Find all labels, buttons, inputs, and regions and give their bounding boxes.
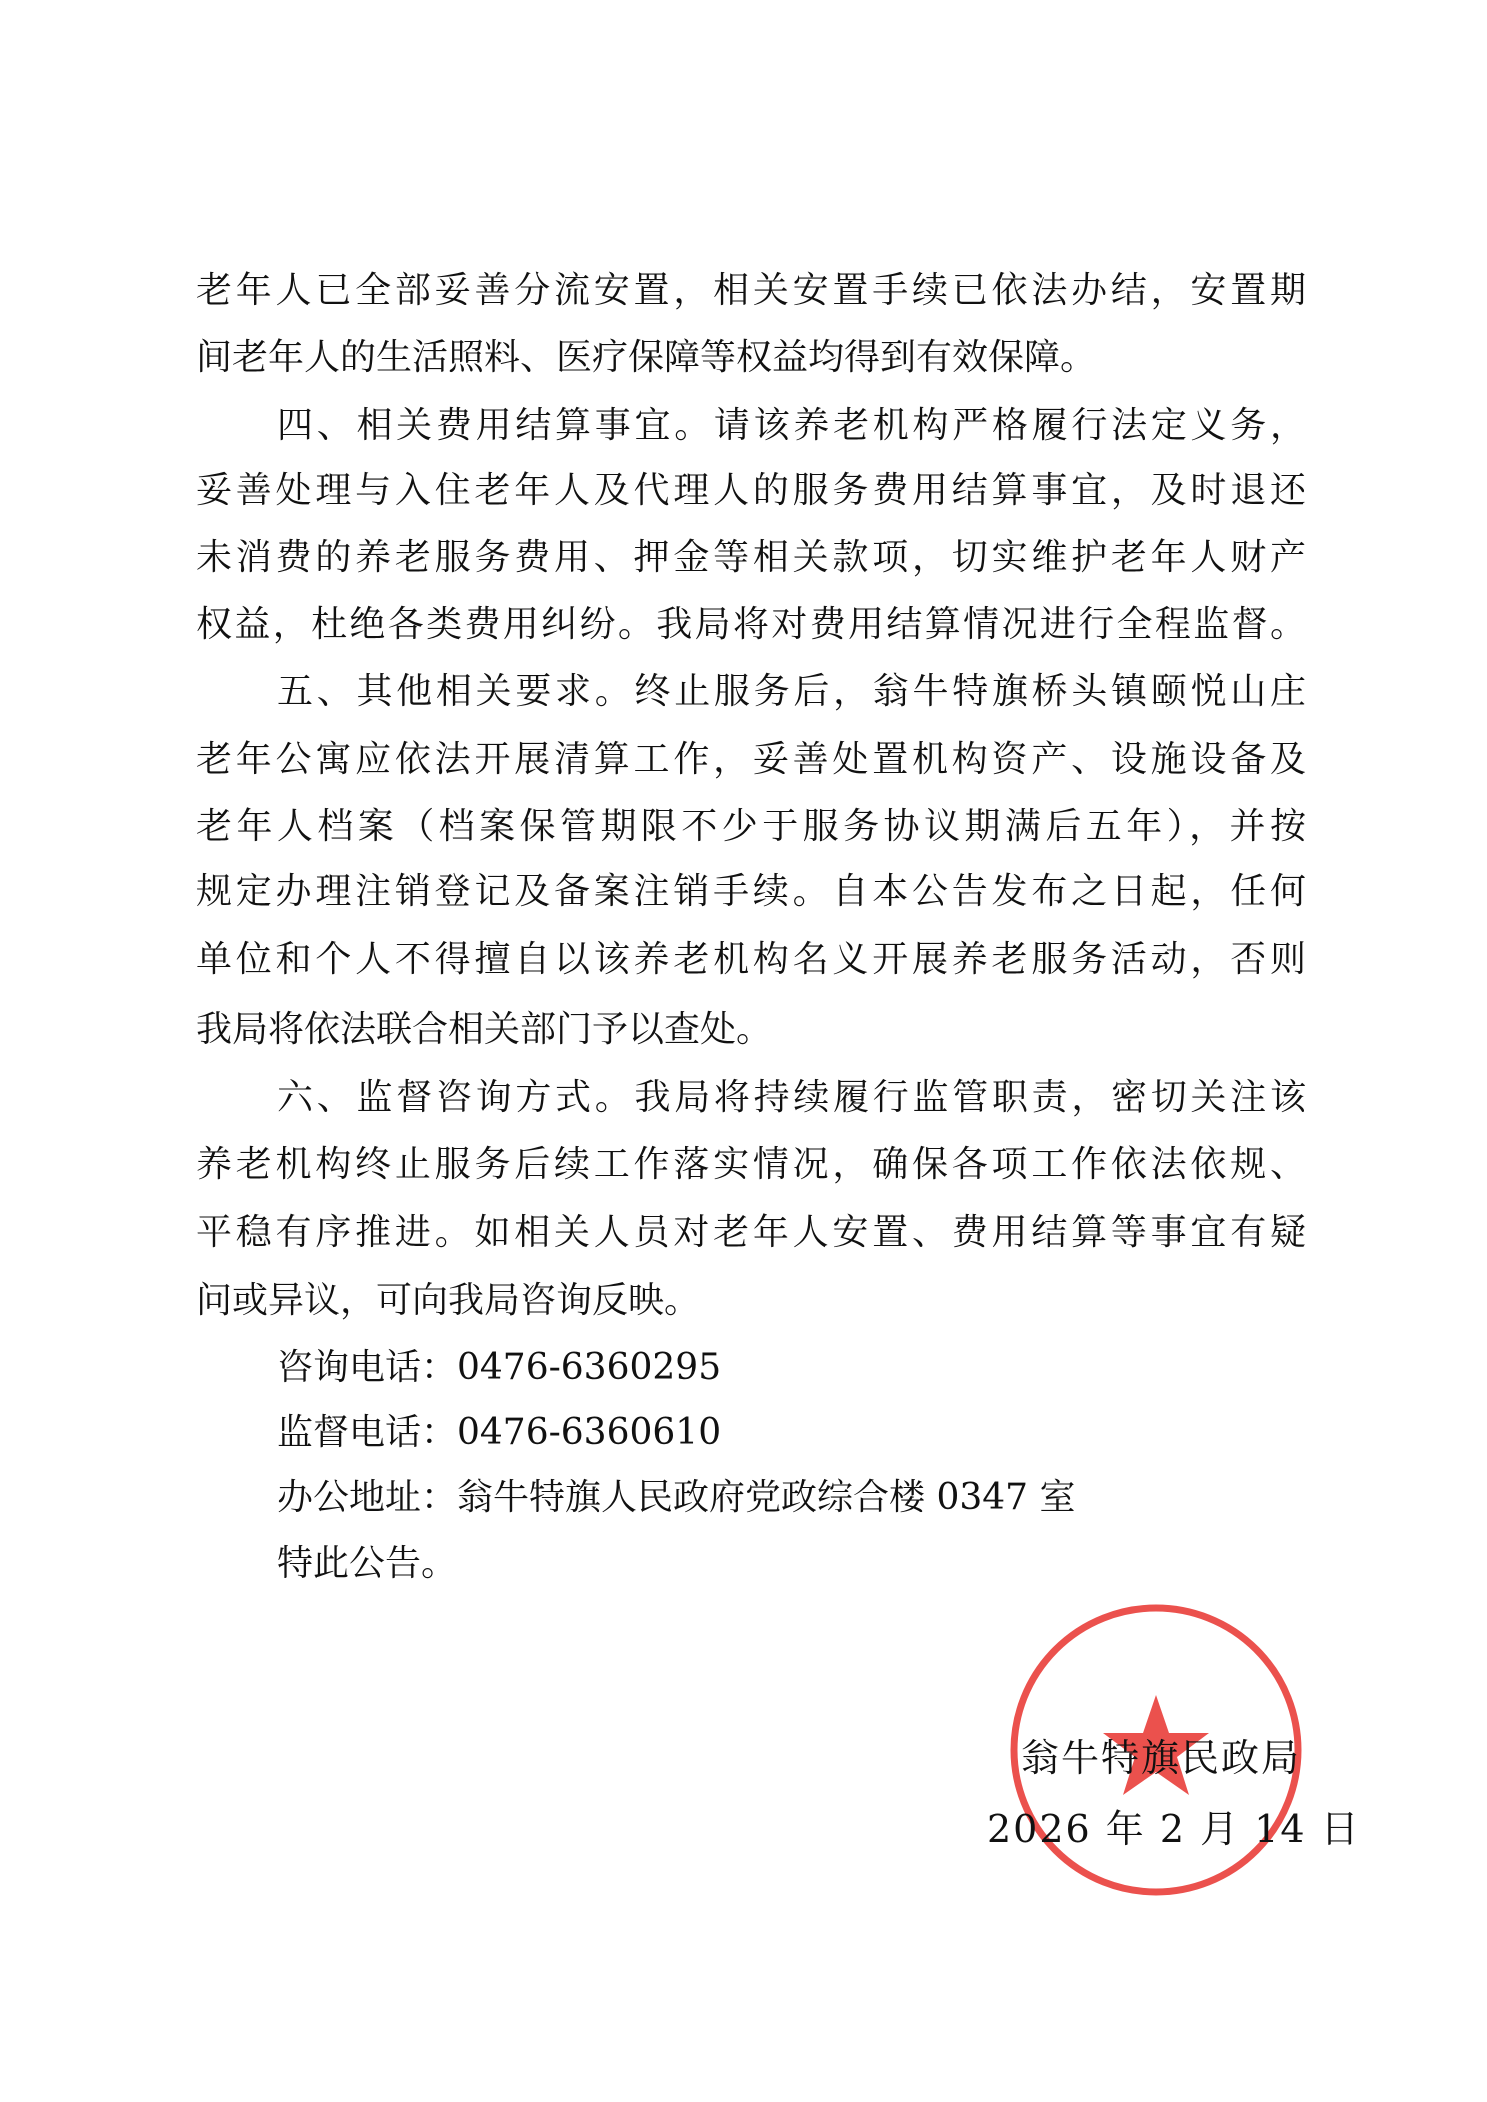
body-line: 妥善处理与入住老年人及代理人的服务费用结算事宜，及时退还 xyxy=(196,470,1306,511)
body-line: 规定办理注销登记及备案注销手续。自本公告发布之日起，任何 xyxy=(196,871,1306,912)
body-line: 老年人已全部妥善分流安置，相关安置手续已依法办结，安置期 xyxy=(196,270,1306,311)
office-address: 办公地址：翁牛特旗人民政府党政综合楼 0347 室 xyxy=(277,1477,1076,1518)
body-line: 老年公寓应依法开展清算工作，妥善处置机构资产、设施设备及 xyxy=(196,739,1306,780)
section-heading-line: 六、监督咨询方式。我局将持续履行监管职责，密切关注该 xyxy=(277,1077,1306,1118)
section-heading-line: 五、其他相关要求。终止服务后，翁牛特旗桥头镇颐悦山庄 xyxy=(277,671,1306,712)
body-line: 未消费的养老服务费用、押金等相关款项，切实维护老年人财产 xyxy=(196,537,1306,578)
consult-phone: 咨询电话：0476-6360295 xyxy=(277,1347,722,1388)
body-line: 平稳有序推进。如相关人员对老年人安置、费用结算等事宜有疑 xyxy=(196,1212,1306,1253)
section-heading-line: 四、相关费用结算事宜。请该养老机构严格履行法定义务， xyxy=(277,405,1306,446)
body-line: 间老年人的生活照料、医疗保障等权益均得到有效保障。 xyxy=(196,337,1097,378)
body-line: 我局将依法联合相关部门予以查处。 xyxy=(196,1009,773,1050)
supervise-phone: 监督电话：0476-6360610 xyxy=(277,1412,722,1453)
body-line: 养老机构终止服务后续工作落实情况，确保各项工作依法依规、 xyxy=(196,1144,1306,1185)
closing-text: 特此公告。 xyxy=(277,1543,458,1584)
body-line: 权益，杜绝各类费用纠纷。我局将对费用结算情况进行全程监督。 xyxy=(196,604,1306,645)
body-line: 老年人档案（档案保管期限不少于服务协议期满后五年），并按 xyxy=(196,806,1306,847)
body-line: 单位和个人不得擅自以该养老机构名义开展养老服务活动，否则 xyxy=(196,939,1306,980)
issue-date: 2026 年 2 月 14 日 xyxy=(987,1807,1361,1851)
issuer-name: 翁牛特旗民政局 xyxy=(1021,1736,1302,1780)
body-line: 问或异议，可向我局咨询反映。 xyxy=(196,1280,701,1321)
